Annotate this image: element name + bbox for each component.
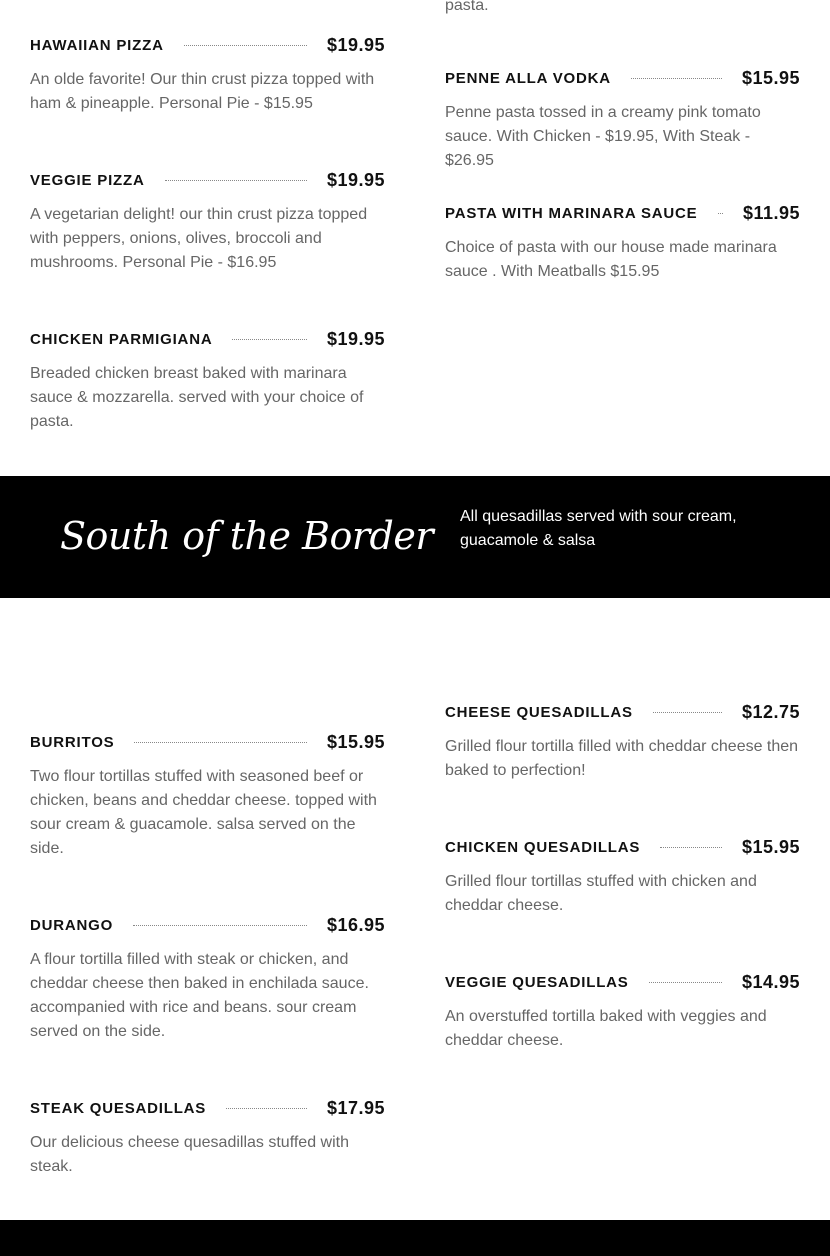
item-name: VEGGIE PIZZA xyxy=(30,171,145,189)
dotted-leader xyxy=(631,78,722,79)
dotted-leader xyxy=(660,847,722,848)
item-description: Penne pasta tossed in a creamy pink tomato sauce. With Chicken - $19.95, With Steak - $26.95 xyxy=(445,104,761,169)
dotted-leader xyxy=(165,180,307,181)
dotted-leader xyxy=(184,45,307,46)
section-note: All quesadillas served with sour cream, guacamole & salsa xyxy=(460,508,737,549)
menu-item-hawaiian-pizza xyxy=(30,33,385,116)
item-description: An overstuffed tortilla baked with veggies and cheddar cheese. xyxy=(445,1008,767,1049)
section-title: South of the Border xyxy=(60,514,433,558)
item-description: Grilled flour tortilla filled with cheddar cheese then baked to perfection! xyxy=(445,738,799,779)
item-price: $14.95 xyxy=(741,971,800,992)
item-name: CHEESE QUESADILLAS xyxy=(445,703,633,721)
item-name: VEGGIE QUESADILLAS xyxy=(445,973,629,991)
dotted-leader xyxy=(649,982,722,983)
item-price: $15.95 xyxy=(326,731,385,752)
item-name: STEAK QUESADILLAS xyxy=(30,1099,207,1117)
item-description: Choice of pasta with our house made marinara sauce . With Meatballs $15.95 xyxy=(445,239,777,280)
item-price: $19.95 xyxy=(326,169,385,190)
item-name: PENNE ALLA VODKA xyxy=(445,69,611,87)
menu-item-veggie-pizza xyxy=(30,168,385,275)
cut-off-description: pasta. xyxy=(445,0,489,14)
menu-item-veggie-quesadillas xyxy=(445,970,800,1053)
dotted-leader xyxy=(134,742,306,743)
menu-item-penne-alla-vodka xyxy=(445,66,800,173)
item-price: $19.95 xyxy=(326,34,385,55)
dotted-leader xyxy=(232,339,306,340)
section-header-next xyxy=(0,1220,830,1256)
item-price: $12.75 xyxy=(741,701,800,722)
menu-item-burritos xyxy=(30,730,385,861)
menu-item-chicken-parmigiana xyxy=(30,327,385,434)
item-name: DURANGO xyxy=(30,916,114,934)
item-description: Two flour tortillas stuffed with seasoned beef or chicken, beans and cheddar cheese. topped with sour cream & guacamole. salsa served on the side. xyxy=(30,768,377,857)
item-price: $16.95 xyxy=(326,914,385,935)
item-price: $19.95 xyxy=(326,328,385,349)
item-name: CHICKEN QUESADILLAS xyxy=(445,838,641,856)
dotted-leader xyxy=(718,213,723,214)
item-description: A flour tortilla filled with steak or chicken, and cheddar cheese then baked in enchilada sauce. accompanied with rice and beans. sour cream served on the side. xyxy=(30,951,369,1040)
item-description: Our delicious cheese quesadillas stuffed with steak. xyxy=(30,1134,349,1175)
item-description: Breaded chicken breast baked with marinara sauce & mozzarella. served with your choice of pasta. xyxy=(30,365,364,430)
menu-item-durango xyxy=(30,913,385,1044)
item-price: $11.95 xyxy=(742,202,800,223)
item-price: $15.95 xyxy=(741,836,800,857)
item-price: $15.95 xyxy=(741,67,800,88)
item-name: HAWAIIAN PIZZA xyxy=(30,36,164,54)
item-description: Grilled flour tortillas stuffed with chicken and cheddar cheese. xyxy=(445,873,757,914)
section-header-south-of-the-border xyxy=(0,476,830,598)
item-name: PASTA WITH MARINARA SAUCE xyxy=(445,204,698,222)
dotted-leader xyxy=(653,712,722,713)
menu-item-pasta-marinara xyxy=(445,201,800,284)
item-name: BURRITOS xyxy=(30,733,115,751)
item-description: An olde favorite! Our thin crust pizza topped with ham & pineapple. Personal Pie - $15.95 xyxy=(30,71,375,112)
menu-item-cheese-quesadillas xyxy=(445,700,800,783)
dotted-leader xyxy=(226,1108,307,1109)
item-price: $17.95 xyxy=(326,1097,385,1118)
menu-item-chicken-quesadillas xyxy=(445,835,800,918)
dotted-leader xyxy=(133,925,307,926)
menu-item-steak-quesadillas xyxy=(30,1096,385,1179)
item-description: A vegetarian delight! our thin crust pizza topped with peppers, onions, olives, broccoli and mushrooms. Personal Pie - $16.95 xyxy=(30,206,368,271)
item-name: CHICKEN PARMIGIANA xyxy=(30,330,213,348)
